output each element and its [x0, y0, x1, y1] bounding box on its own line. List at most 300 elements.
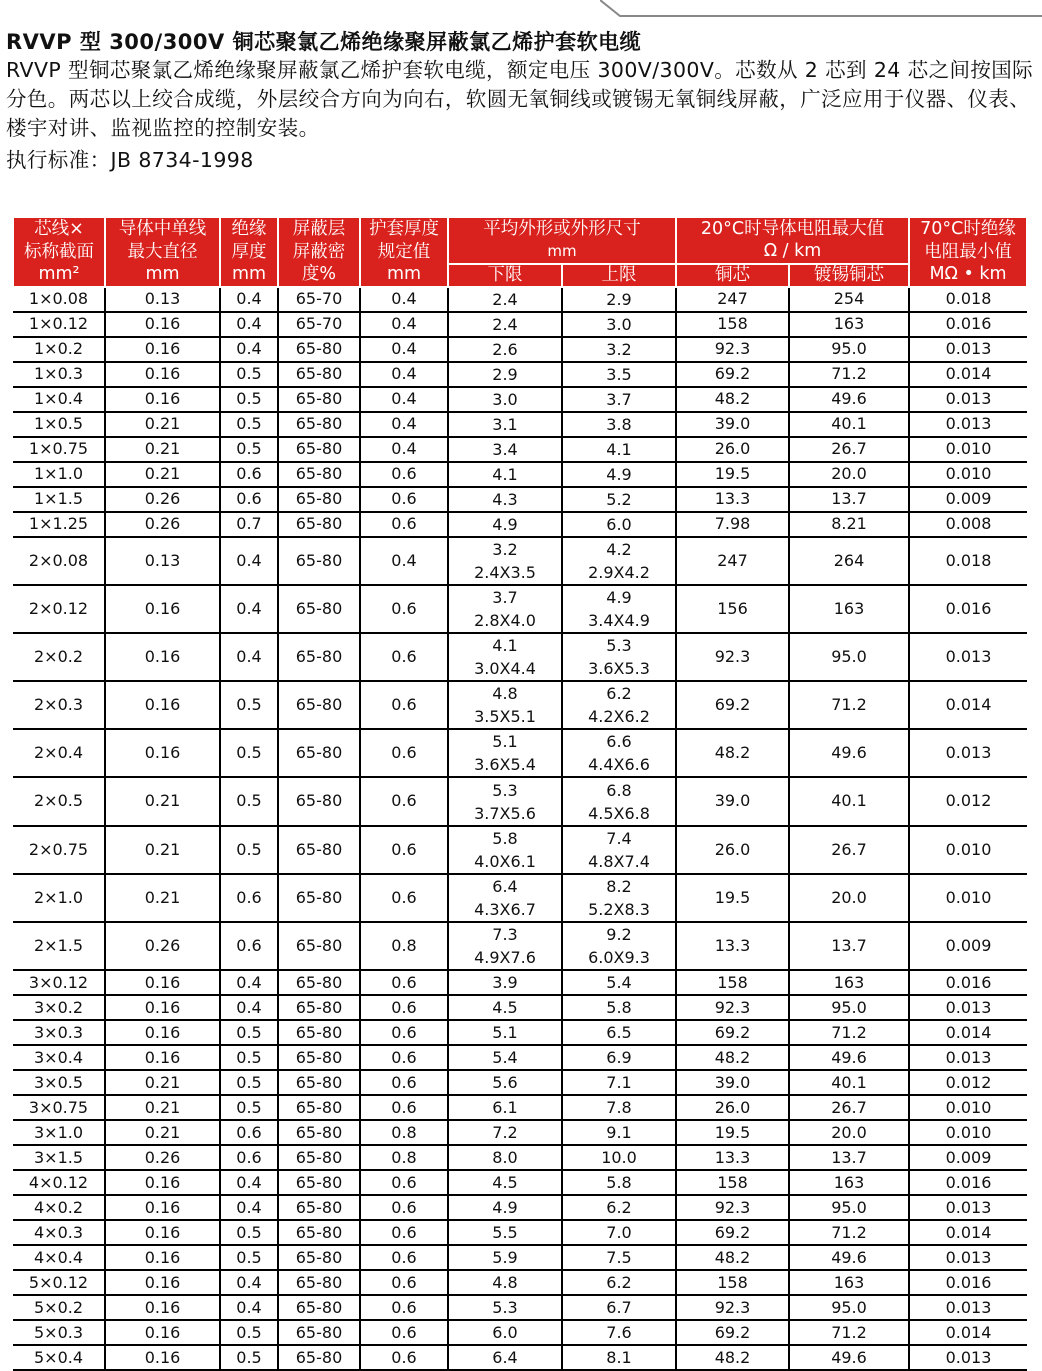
cell-ins-resistance: 0.016	[909, 970, 1027, 995]
table-row	[13, 922, 1027, 970]
cell-cross-section: 3×0.12	[13, 970, 105, 995]
dim-value: 3.0	[606, 314, 632, 334]
cell-sheath: 0.6	[360, 633, 448, 681]
cell-sheath: 0.6	[360, 970, 448, 995]
dim-value: 6.5	[606, 1023, 632, 1043]
table-row	[13, 1345, 1027, 1370]
cell-dim-low	[448, 1070, 562, 1095]
dim-value: 5.1	[492, 1023, 518, 1043]
standard-note: 执行标准：JB 8734-1998	[6, 148, 254, 172]
cell-insulation: 0.5	[220, 1045, 278, 1070]
cell-sheath: 0.6	[360, 1245, 448, 1270]
cell-dim-high	[562, 337, 676, 362]
cell-dim-low	[448, 312, 562, 337]
dim-value: 4.1	[492, 635, 518, 655]
cell-cross-section: 4×0.3	[13, 1220, 105, 1245]
dim-value: 6.1	[492, 1098, 518, 1118]
cell-shield-density: 65-80	[278, 1245, 360, 1270]
cell-cross-section: 2×0.5	[13, 777, 105, 825]
cell-sheath: 0.6	[360, 995, 448, 1020]
cell-ins-resistance: 0.010	[909, 1095, 1027, 1120]
header-shield-density: 屏蔽层 屏蔽密 度%	[278, 217, 360, 287]
cell-res-copper: 156	[676, 585, 789, 633]
cell-res-tinned: 71.2	[789, 362, 909, 387]
cell-res-tinned: 20.0	[789, 1120, 909, 1145]
dim-value: 4.9	[606, 464, 632, 484]
dim-value: 6.6	[606, 732, 632, 752]
cell-wire-diameter: 0.21	[105, 437, 220, 462]
cell-shield-density: 65-80	[278, 585, 360, 633]
cell-res-tinned: 49.6	[789, 1345, 909, 1370]
cell-cross-section: 2×0.4	[13, 729, 105, 777]
cell-res-tinned: 163	[789, 312, 909, 337]
cell-insulation: 0.6	[220, 874, 278, 922]
dim-value: 5.8	[492, 828, 518, 848]
dim-value: 9.1	[606, 1123, 632, 1143]
dim-value: 6.2	[606, 1273, 632, 1293]
dim-value: 10.0	[601, 1148, 637, 1168]
cell-shield-density: 65-80	[278, 537, 360, 585]
cell-wire-diameter: 0.16	[105, 1245, 220, 1270]
dim-value: 6.0	[492, 1323, 518, 1343]
table-row	[13, 362, 1027, 387]
cell-wire-diameter: 0.16	[105, 1020, 220, 1045]
cell-sheath: 0.6	[360, 1295, 448, 1320]
cell-ins-resistance: 0.014	[909, 681, 1027, 729]
cell-sheath: 0.6	[360, 1270, 448, 1295]
cell-dim-low	[448, 970, 562, 995]
cell-dim-high	[562, 287, 676, 312]
cell-dim-low	[448, 1270, 562, 1295]
cell-cross-section: 1×0.2	[13, 337, 105, 362]
cell-shield-density: 65-70	[278, 312, 360, 337]
cell-cross-section: 2×0.3	[13, 681, 105, 729]
cell-dim-low	[448, 1195, 562, 1220]
cell-ins-resistance: 0.016	[909, 585, 1027, 633]
cell-res-tinned: 26.7	[789, 826, 909, 874]
cell-insulation: 0.7	[220, 512, 278, 537]
cell-shield-density: 65-80	[278, 462, 360, 487]
cell-cross-section: 1×0.75	[13, 437, 105, 462]
cell-dim-low	[448, 729, 562, 777]
cell-cross-section: 3×1.5	[13, 1145, 105, 1170]
page-title: RVVP 型 300/300V 铜芯聚氯乙烯绝缘聚屏蔽氯乙烯护套软电缆	[6, 30, 642, 54]
cell-dim-high	[562, 412, 676, 437]
cell-ins-resistance: 0.014	[909, 1020, 1027, 1045]
cell-res-copper: 92.3	[676, 1295, 789, 1320]
dim-value: 3.7	[606, 389, 632, 409]
cell-ins-resistance: 0.010	[909, 462, 1027, 487]
cell-dim-high	[562, 1020, 676, 1045]
table-row	[13, 1195, 1027, 1220]
cell-res-tinned: 13.7	[789, 922, 909, 970]
dim-value: 5.6	[492, 1073, 518, 1093]
dim-value: 6.7	[606, 1298, 632, 1318]
cell-dim-low	[448, 995, 562, 1020]
cell-insulation: 0.6	[220, 487, 278, 512]
cell-dim-high	[562, 1220, 676, 1245]
cell-res-tinned: 71.2	[789, 681, 909, 729]
cell-res-tinned: 71.2	[789, 1320, 909, 1345]
cell-dim-high	[562, 874, 676, 922]
dim-value: 7.0	[606, 1223, 632, 1243]
cell-res-tinned: 49.6	[789, 1245, 909, 1270]
cell-shield-density: 65-80	[278, 922, 360, 970]
cell-wire-diameter: 0.21	[105, 826, 220, 874]
cell-ins-resistance: 0.009	[909, 487, 1027, 512]
cell-dim-high	[562, 462, 676, 487]
dim-flat-value: 3.6X5.3	[588, 658, 650, 678]
dim-value: 5.8	[606, 1173, 632, 1193]
cell-insulation: 0.4	[220, 995, 278, 1020]
cell-ins-resistance: 0.013	[909, 337, 1027, 362]
cell-dim-high	[562, 922, 676, 970]
cell-dim-high	[562, 1145, 676, 1170]
cell-cross-section: 5×0.4	[13, 1345, 105, 1370]
table-row	[13, 1020, 1027, 1045]
dim-value: 7.2	[492, 1123, 518, 1143]
cell-res-copper: 247	[676, 537, 789, 585]
dim-flat-value: 2.8X4.0	[474, 610, 536, 630]
cell-wire-diameter: 0.16	[105, 1295, 220, 1320]
cell-ins-resistance: 0.013	[909, 1295, 1027, 1320]
cell-cross-section: 1×0.4	[13, 387, 105, 412]
cell-sheath: 0.4	[360, 312, 448, 337]
header-dim-high: 上限	[562, 264, 676, 287]
cell-insulation: 0.6	[220, 1145, 278, 1170]
cell-sheath: 0.4	[360, 287, 448, 312]
cell-res-tinned: 13.7	[789, 1145, 909, 1170]
cell-cross-section: 5×0.12	[13, 1270, 105, 1295]
cell-dim-low	[448, 387, 562, 412]
cell-dim-high	[562, 826, 676, 874]
dim-value: 3.1	[492, 414, 518, 434]
dim-flat-value: 4.8X7.4	[588, 851, 650, 871]
cell-wire-diameter: 0.21	[105, 777, 220, 825]
header-insulation-thickness: 绝缘 厚度 mm	[220, 217, 278, 287]
dim-value: 3.4	[492, 439, 518, 459]
cell-shield-density: 65-80	[278, 1120, 360, 1145]
table-row	[13, 970, 1027, 995]
cell-res-copper: 39.0	[676, 412, 789, 437]
cell-insulation: 0.4	[220, 970, 278, 995]
cell-sheath: 0.6	[360, 1170, 448, 1195]
cell-ins-resistance: 0.013	[909, 995, 1027, 1020]
cell-cross-section: 2×1.5	[13, 922, 105, 970]
cell-wire-diameter: 0.13	[105, 287, 220, 312]
cell-sheath: 0.6	[360, 1020, 448, 1045]
cell-wire-diameter: 0.26	[105, 487, 220, 512]
cell-wire-diameter: 0.16	[105, 1220, 220, 1245]
table-row	[13, 287, 1027, 312]
cell-insulation: 0.5	[220, 1095, 278, 1120]
cell-res-copper: 69.2	[676, 1220, 789, 1245]
cell-wire-diameter: 0.16	[105, 995, 220, 1020]
cell-res-tinned: 264	[789, 537, 909, 585]
cell-res-copper: 13.3	[676, 1145, 789, 1170]
cell-cross-section: 2×0.75	[13, 826, 105, 874]
cell-dim-low	[448, 585, 562, 633]
cell-res-copper: 69.2	[676, 1320, 789, 1345]
cell-dim-low	[448, 337, 562, 362]
cell-res-tinned: 71.2	[789, 1020, 909, 1045]
cell-insulation: 0.5	[220, 1070, 278, 1095]
table-row	[13, 1120, 1027, 1145]
cell-res-copper: 247	[676, 287, 789, 312]
cell-res-tinned: 13.7	[789, 487, 909, 512]
cell-wire-diameter: 0.26	[105, 512, 220, 537]
cell-dim-high	[562, 487, 676, 512]
cell-res-tinned: 95.0	[789, 995, 909, 1020]
cell-res-copper: 158	[676, 312, 789, 337]
cell-shield-density: 65-80	[278, 412, 360, 437]
cell-wire-diameter: 0.16	[105, 729, 220, 777]
cell-cross-section: 3×1.0	[13, 1120, 105, 1145]
cell-insulation: 0.5	[220, 1345, 278, 1370]
cell-res-tinned: 20.0	[789, 462, 909, 487]
cell-ins-resistance: 0.010	[909, 874, 1027, 922]
cell-wire-diameter: 0.16	[105, 337, 220, 362]
cell-shield-density: 65-80	[278, 1145, 360, 1170]
table-row	[13, 1245, 1027, 1270]
header-res-tinned: 镀锡铜芯	[789, 264, 909, 287]
cell-cross-section: 2×0.12	[13, 585, 105, 633]
dim-value: 5.2	[606, 489, 632, 509]
cell-dim-low	[448, 512, 562, 537]
dim-flat-value: 4.0X6.1	[474, 851, 536, 871]
cell-ins-resistance: 0.009	[909, 1145, 1027, 1170]
cell-res-copper: 26.0	[676, 826, 789, 874]
cell-shield-density: 65-80	[278, 729, 360, 777]
dim-value: 2.9	[606, 289, 632, 309]
cell-cross-section: 5×0.3	[13, 1320, 105, 1345]
cell-shield-density: 65-80	[278, 337, 360, 362]
cell-res-tinned: 95.0	[789, 633, 909, 681]
cell-wire-diameter: 0.16	[105, 1045, 220, 1070]
cell-shield-density: 65-80	[278, 1220, 360, 1245]
dim-value: 5.1	[492, 732, 518, 752]
cell-dim-high	[562, 437, 676, 462]
cell-dim-low	[448, 681, 562, 729]
cell-dim-high	[562, 312, 676, 337]
cell-ins-resistance: 0.009	[909, 922, 1027, 970]
cell-wire-diameter: 0.21	[105, 1070, 220, 1095]
cell-res-tinned: 40.1	[789, 412, 909, 437]
cell-insulation: 0.4	[220, 1295, 278, 1320]
cell-insulation: 0.6	[220, 1120, 278, 1145]
cell-dim-low	[448, 1345, 562, 1370]
cell-sheath: 0.8	[360, 922, 448, 970]
cell-ins-resistance: 0.016	[909, 312, 1027, 337]
dim-value: 8.0	[492, 1148, 518, 1168]
cell-res-tinned: 95.0	[789, 1295, 909, 1320]
cell-insulation: 0.6	[220, 922, 278, 970]
cell-res-tinned: 163	[789, 585, 909, 633]
cell-shield-density: 65-80	[278, 487, 360, 512]
cell-sheath: 0.8	[360, 1145, 448, 1170]
cell-res-tinned: 40.1	[789, 777, 909, 825]
table-row	[13, 387, 1027, 412]
cell-wire-diameter: 0.13	[105, 537, 220, 585]
cell-shield-density: 65-80	[278, 1095, 360, 1120]
cell-ins-resistance: 0.013	[909, 412, 1027, 437]
cell-insulation: 0.5	[220, 1245, 278, 1270]
table-row	[13, 777, 1027, 825]
table-row	[13, 826, 1027, 874]
product-description: RVVP 型铜芯聚氯乙烯绝缘聚屏蔽氯乙烯护套软电缆，额定电压 300V/300V。芯数从 2 芯到 24 芯之间按国际分色。两芯以上绞合成缆，外层绞合方向为向右，软圆无氧铜线或镀锡无氧铜线屏蔽，广泛应用于仪器、仪表、楼宇对讲、监视监控的控制安装。	[6, 58, 1034, 140]
cell-sheath: 0.4	[360, 362, 448, 387]
cell-ins-resistance: 0.010	[909, 437, 1027, 462]
table-row	[13, 1170, 1027, 1195]
cell-wire-diameter: 0.16	[105, 1195, 220, 1220]
cell-insulation: 0.5	[220, 387, 278, 412]
cell-res-tinned: 163	[789, 1270, 909, 1295]
dim-flat-value: 4.9X7.6	[474, 948, 536, 968]
cell-sheath: 0.4	[360, 537, 448, 585]
cell-cross-section: 3×0.2	[13, 995, 105, 1020]
dim-value: 6.2	[606, 684, 632, 704]
dim-flat-value: 4.4X6.6	[588, 755, 650, 775]
cell-shield-density: 65-80	[278, 826, 360, 874]
dim-flat-value: 3.5X5.1	[474, 707, 536, 727]
cell-dim-low	[448, 287, 562, 312]
cell-res-tinned: 26.7	[789, 437, 909, 462]
cell-insulation: 0.5	[220, 362, 278, 387]
cell-cross-section: 2×0.2	[13, 633, 105, 681]
cell-res-copper: 92.3	[676, 1195, 789, 1220]
cell-res-tinned: 26.7	[789, 1095, 909, 1120]
cell-shield-density: 65-80	[278, 1345, 360, 1370]
dim-value: 6.0	[606, 514, 632, 534]
cell-insulation: 0.5	[220, 1320, 278, 1345]
dim-value: 3.5	[606, 364, 632, 384]
cell-shield-density: 65-80	[278, 362, 360, 387]
table-row	[13, 1320, 1027, 1345]
cell-res-tinned: 95.0	[789, 1195, 909, 1220]
cell-shield-density: 65-80	[278, 1170, 360, 1195]
dim-value: 8.1	[606, 1348, 632, 1368]
cell-dim-high	[562, 970, 676, 995]
cell-shield-density: 65-70	[278, 287, 360, 312]
cell-res-copper: 48.2	[676, 387, 789, 412]
header-insulation-resistance: 70°C时绝缘 电阻最小值 MΩ • km	[909, 217, 1027, 287]
cell-shield-density: 65-80	[278, 1070, 360, 1095]
cell-dim-low	[448, 1170, 562, 1195]
cell-ins-resistance: 0.012	[909, 1070, 1027, 1095]
dim-value: 4.9	[492, 1198, 518, 1218]
cell-insulation: 0.5	[220, 826, 278, 874]
cell-sheath: 0.6	[360, 512, 448, 537]
cell-res-copper: 39.0	[676, 777, 789, 825]
cell-dim-low	[448, 1245, 562, 1270]
cell-dim-high	[562, 1295, 676, 1320]
cell-wire-diameter: 0.16	[105, 1270, 220, 1295]
cell-shield-density: 65-80	[278, 633, 360, 681]
cell-dim-low	[448, 1020, 562, 1045]
table-row	[13, 412, 1027, 437]
cell-ins-resistance: 0.018	[909, 287, 1027, 312]
cell-dim-high	[562, 1045, 676, 1070]
cell-insulation: 0.4	[220, 537, 278, 585]
table-row	[13, 995, 1027, 1020]
cell-wire-diameter: 0.16	[105, 362, 220, 387]
cell-res-tinned: 49.6	[789, 1045, 909, 1070]
dim-value: 7.5	[606, 1248, 632, 1268]
cell-ins-resistance: 0.013	[909, 1195, 1027, 1220]
cell-res-copper: 69.2	[676, 1020, 789, 1045]
cell-wire-diameter: 0.21	[105, 412, 220, 437]
cell-dim-high	[562, 729, 676, 777]
cell-sheath: 0.6	[360, 681, 448, 729]
cell-shield-density: 65-80	[278, 1045, 360, 1070]
cell-sheath: 0.8	[360, 1120, 448, 1145]
cell-res-copper: 48.2	[676, 729, 789, 777]
cell-res-copper: 48.2	[676, 1245, 789, 1270]
cell-insulation: 0.4	[220, 287, 278, 312]
cell-cross-section: 4×0.12	[13, 1170, 105, 1195]
cell-insulation: 0.5	[220, 729, 278, 777]
header-cross-section: 芯线× 标称截面 mm²	[13, 217, 105, 287]
table-row	[13, 1145, 1027, 1170]
cell-res-copper: 158	[676, 1170, 789, 1195]
cell-res-copper: 39.0	[676, 1070, 789, 1095]
cell-dim-low	[448, 874, 562, 922]
cell-cross-section: 4×0.2	[13, 1195, 105, 1220]
cell-wire-diameter: 0.16	[105, 387, 220, 412]
table-row	[13, 633, 1027, 681]
cell-res-tinned: 254	[789, 287, 909, 312]
cell-insulation: 0.5	[220, 437, 278, 462]
cell-wire-diameter: 0.16	[105, 585, 220, 633]
cell-cross-section: 1×1.0	[13, 462, 105, 487]
cell-insulation: 0.4	[220, 1170, 278, 1195]
cell-shield-density: 65-80	[278, 874, 360, 922]
header-wire-diameter: 导体中单线 最大直径 mm	[105, 217, 220, 287]
cell-insulation: 0.5	[220, 681, 278, 729]
dim-value: 8.2	[606, 876, 632, 896]
cell-insulation: 0.5	[220, 777, 278, 825]
cell-dim-high	[562, 1170, 676, 1195]
cell-dim-low	[448, 462, 562, 487]
cell-wire-diameter: 0.21	[105, 462, 220, 487]
dim-flat-value: 4.5X6.8	[588, 803, 650, 823]
dim-value: 4.8	[492, 1273, 518, 1293]
cell-shield-density: 65-80	[278, 1195, 360, 1220]
dim-value: 6.8	[606, 780, 632, 800]
cell-shield-density: 65-80	[278, 1320, 360, 1345]
table-row	[13, 437, 1027, 462]
dim-value: 7.8	[606, 1098, 632, 1118]
dim-flat-value: 2.9X4.2	[588, 562, 650, 582]
dim-value: 6.4	[492, 1348, 518, 1368]
cell-dim-high	[562, 681, 676, 729]
cell-wire-diameter: 0.16	[105, 970, 220, 995]
cell-sheath: 0.6	[360, 1320, 448, 1345]
cell-cross-section: 5×0.2	[13, 1295, 105, 1320]
dim-value: 4.1	[492, 464, 518, 484]
decorative-header-line	[600, 0, 1042, 18]
dim-value: 4.9	[606, 587, 632, 607]
cell-ins-resistance: 0.013	[909, 1245, 1027, 1270]
cell-dim-high	[562, 1095, 676, 1120]
cell-sheath: 0.6	[360, 874, 448, 922]
cell-sheath: 0.6	[360, 1345, 448, 1370]
cell-ins-resistance: 0.012	[909, 777, 1027, 825]
dim-value: 5.4	[492, 1048, 518, 1068]
table-row	[13, 1070, 1027, 1095]
cell-dim-low	[448, 922, 562, 970]
cell-insulation: 0.4	[220, 585, 278, 633]
